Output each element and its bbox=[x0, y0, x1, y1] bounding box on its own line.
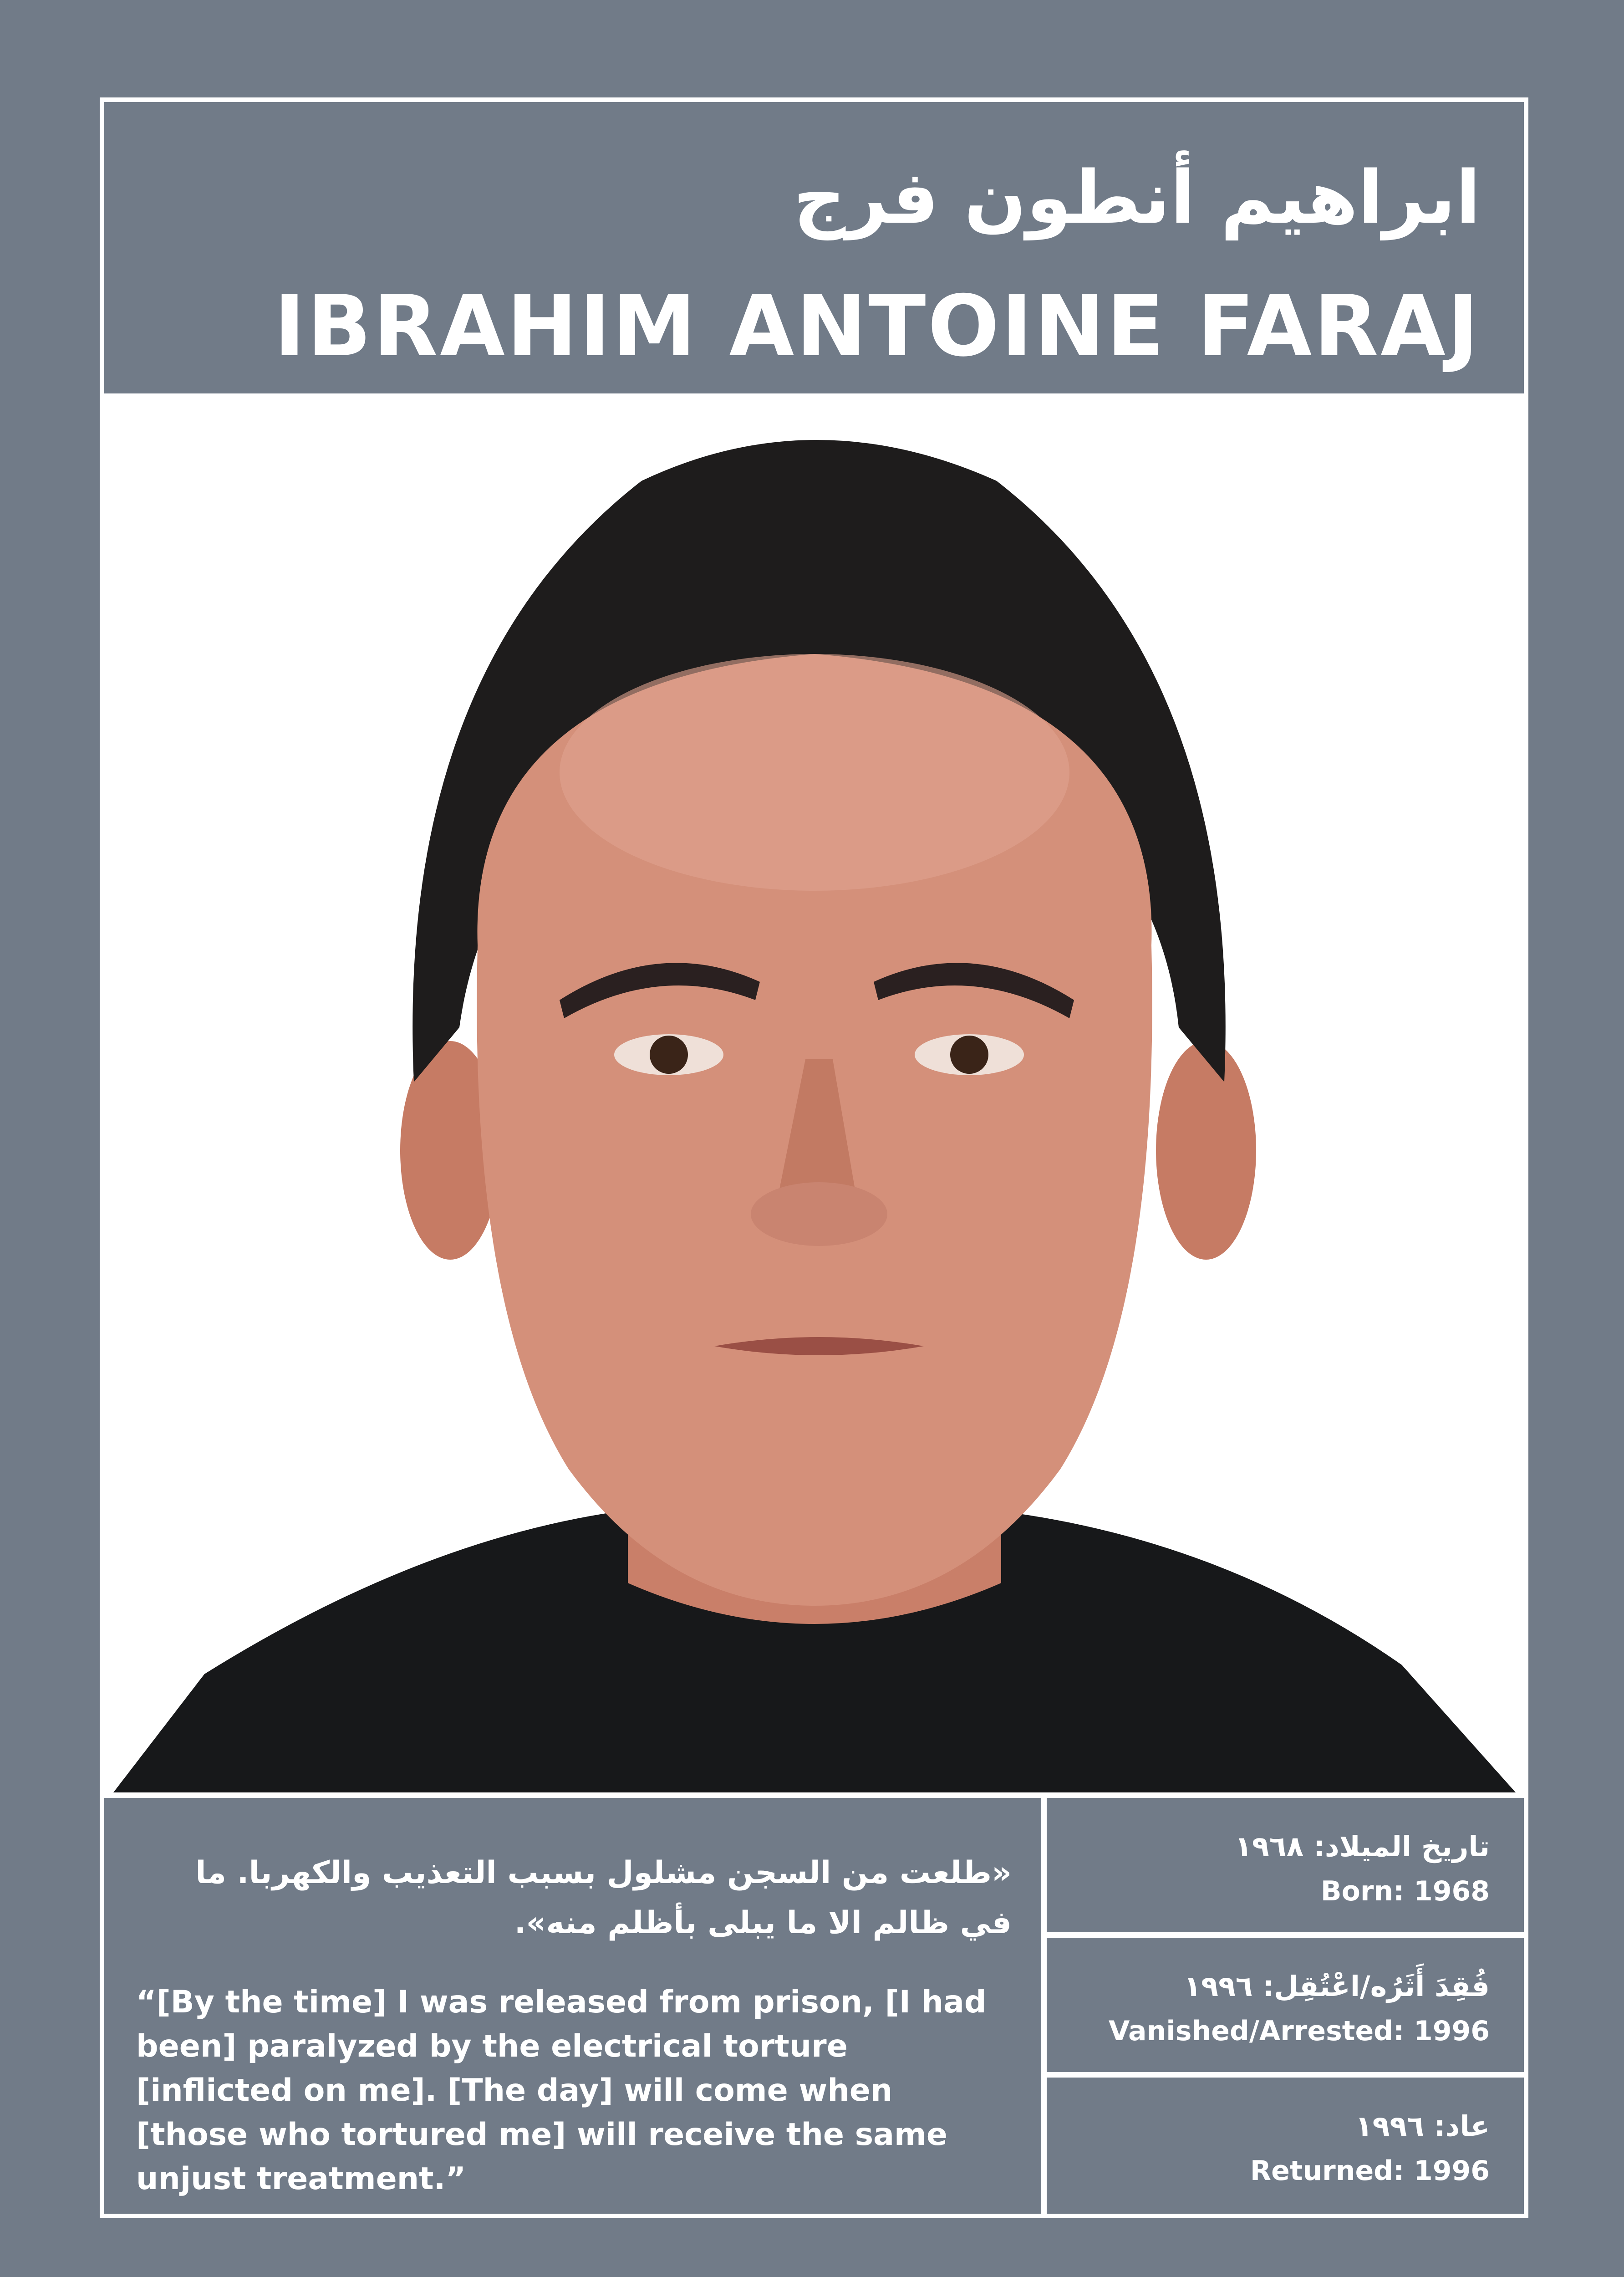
born-arabic: تاريخ الميلاد: ١٩٦٨ bbox=[1235, 1830, 1490, 1863]
quote-arabic: «طلعت من السجن مشلول بسبب التعذيب والكهربا. ما في ظالم الا ما يبلى بأظلم منه». bbox=[195, 1855, 1012, 1941]
born-fact bbox=[1047, 1798, 1524, 1938]
returned-arabic: عاد: ١٩٩٦ bbox=[1355, 2109, 1490, 2143]
born-english: Born: 1968 bbox=[1320, 1875, 1490, 1907]
returned-fact bbox=[1047, 2078, 1524, 2217]
portrait-photo-icon bbox=[104, 399, 1524, 1792]
quote-section bbox=[104, 1798, 1047, 2214]
vanished-arabic: فُقِدَ أَثَرُه/اعْتُقِل: ١٩٩٦ bbox=[1184, 1970, 1490, 2003]
portrait-photo bbox=[104, 399, 1524, 1792]
profile-card bbox=[100, 97, 1528, 2218]
name-english: IBRAHIM ANTOINE FARAJ bbox=[274, 277, 1481, 375]
facts-section bbox=[1047, 1798, 1524, 2214]
name-header bbox=[104, 102, 1524, 399]
name-arabic: ابراهيم أنطون فرج bbox=[793, 155, 1481, 240]
returned-english: Returned: 1996 bbox=[1250, 2155, 1490, 2187]
vanished-fact bbox=[1047, 1938, 1524, 2078]
vanished-english: Vanished/Arrested: 1996 bbox=[1108, 2015, 1490, 2047]
quote-english: “[By the time] I was released from prison, [I had been] paralyzed by the electrical torture [inflicted on me]. [The day] will come when [those who tortured me] will receive the same unjust treatment.” bbox=[136, 1984, 987, 2197]
details-panel bbox=[104, 1792, 1524, 2214]
